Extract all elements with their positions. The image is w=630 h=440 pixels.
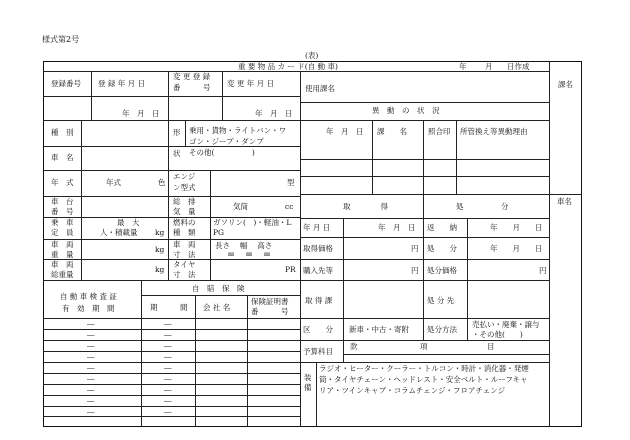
capacity-label-2: 定 員	[51, 228, 74, 237]
gross-label-2: 総重量	[51, 270, 74, 279]
header-month: 月	[485, 62, 493, 71]
insurance-dash: ―	[164, 374, 172, 383]
purchase-yen-unit: 円	[411, 266, 419, 275]
displacement-label-1: 総 排	[173, 197, 196, 206]
card-title: 重 要 物 品 カ ー ド(自 動 車)	[238, 62, 338, 71]
weight-label-1: 車 両	[51, 240, 74, 249]
kubun-options: 新車・中古・寄附	[349, 325, 409, 334]
dispose-title: 処 分	[456, 202, 509, 211]
acquire-section-label: 取 得 課	[305, 296, 333, 305]
inspection-dash: ―	[87, 341, 95, 350]
dispose-price-label: 処分価格	[427, 266, 457, 275]
displacement-cylinder-unit: 気筒	[233, 202, 248, 211]
insurance-dash: ―	[164, 363, 172, 372]
insurance-period-label: 期 間	[150, 303, 188, 312]
insurance-cert-label-1: 保険証明書	[251, 297, 289, 306]
inspection-dash: ―	[87, 330, 95, 339]
form-number: 様式第2号	[42, 35, 80, 44]
equip-label-1: 装	[304, 373, 312, 382]
displacement-cc-unit: cc	[285, 202, 294, 211]
fuel-options-2: PG	[213, 228, 225, 237]
budget-kan-label: 款	[350, 342, 358, 351]
model-label: 年 式	[51, 178, 74, 187]
tire-pr-unit: PR	[285, 265, 296, 274]
model-year-label: 年式	[106, 178, 121, 187]
reg-number-label: 登録番号	[51, 79, 81, 88]
weight-kg-unit: kg	[155, 245, 165, 254]
insurance-cert-label-2: 番 号	[251, 307, 289, 316]
dispose-price-yen-unit: 円	[539, 266, 547, 275]
engine-type-suffix: 型	[287, 178, 295, 187]
changes-reason-header: 所管換え等異動理由	[460, 127, 528, 136]
insurance-dash: ―	[164, 319, 172, 328]
dims-label-2: 寸 法	[173, 250, 196, 259]
equip-list-2: 筒・タイヤチェーン・ヘッドレスト・安全ベルト・ルーフキャ	[319, 375, 528, 384]
kind-label: 種 別	[51, 128, 74, 137]
inspection-dash: ―	[87, 363, 95, 372]
max-kg-unit: kg	[155, 228, 165, 237]
engine-label-1: エンジ	[173, 172, 196, 181]
changes-ymd-header: 年 月 日	[326, 127, 364, 136]
acquire-date-label: 年 月 日	[303, 223, 331, 232]
insurance-dash: ―	[164, 330, 172, 339]
header-year: 年	[459, 62, 467, 71]
insurance-dash: ―	[164, 341, 172, 350]
shape-options-3: その他( )	[189, 148, 255, 157]
insurance-dash: ―	[164, 352, 172, 361]
inspection-dash: ―	[87, 407, 95, 416]
inspection-dash: ―	[87, 319, 95, 328]
inspection-dash: ―	[87, 374, 95, 383]
dispose-to-label: 処 分 先	[427, 296, 455, 305]
fuel-label-1: 燃料の	[173, 218, 196, 227]
change-number-label-2: 番 号	[173, 83, 211, 92]
budget-label: 予算科目	[303, 347, 333, 356]
inspection-dash: ―	[87, 396, 95, 405]
gross-label-1: 車 両	[51, 260, 74, 269]
method-options-2: ・その他( )	[472, 330, 523, 339]
dispose-date-value: 年 月 日	[490, 244, 543, 253]
tire-label-1: タイヤ	[173, 260, 196, 269]
inspection-title-2: 有 効 期 間	[62, 304, 115, 313]
change-date-ymd: 年 月 日	[255, 109, 293, 118]
acquire-date-value: 年 月 日	[378, 223, 416, 232]
header-created: 日作成	[507, 62, 530, 71]
fuel-options-1: ガソリン( )・軽油・L	[213, 218, 292, 227]
side-vehicle-label: 車名	[557, 197, 572, 206]
max-label-1: 最 大	[117, 218, 140, 227]
shape-options-2: ゴン・ジープ・ダンプ	[189, 137, 264, 146]
weight-label-2: 重 量	[51, 250, 74, 259]
shape-options-1: 乗用・貨物・ライトバン・ワ	[189, 126, 287, 135]
insurance-title: 自 賠 保 険	[192, 284, 245, 293]
equip-list-3: リア・ツインキャブ・コラムチェンジ・フロアチェンジ	[319, 386, 506, 395]
changes-section-header: 課 名	[377, 127, 407, 136]
dims-labels: 長さ 幅 高さ	[215, 241, 273, 250]
insurance-dash: ―	[164, 407, 172, 416]
budget-kou-label: 項	[420, 342, 428, 351]
dims-label-1: 車 両	[173, 240, 196, 249]
tire-label-2: 寸 法	[173, 270, 196, 279]
method-options-1: 売払い・廃棄・譲与	[472, 320, 540, 329]
equip-label-2: 備	[304, 383, 312, 392]
price-yen-unit: 円	[411, 244, 419, 253]
shape-label-2: 状	[173, 149, 181, 158]
dims-units: ㎜ ㎜ ㎜	[228, 251, 271, 258]
gross-kg-unit: kg	[155, 265, 165, 274]
changes-title: 異 動 の 状 況	[372, 106, 440, 115]
changes-seal-header: 照合印	[428, 127, 451, 136]
side-section-label: 課名	[558, 80, 573, 89]
acquire-title: 取 得	[343, 202, 388, 211]
front-label: (表)	[305, 51, 319, 60]
insurance-dash: ―	[164, 385, 172, 394]
method-label: 処分方法	[427, 325, 457, 334]
purchase-label: 購入先等	[303, 266, 333, 275]
inspection-dash: ―	[87, 385, 95, 394]
max-label-2: 人・積載量	[100, 228, 138, 237]
price-label: 取得価格	[303, 244, 333, 253]
inspection-title-1: 自 動 車 検 査 証	[60, 292, 117, 301]
change-date-label: 変 更 年 月 日	[227, 79, 275, 88]
fuel-label-2: 種 類	[173, 228, 196, 237]
reg-date-label: 登 録 年 月 日	[98, 79, 146, 88]
insurance-company-label: 会 社 名	[203, 303, 231, 312]
capacity-label-1: 乗 車	[51, 218, 74, 227]
budget-moku-label: 目	[487, 342, 495, 351]
change-number-label-1: 変 更 登 録	[173, 72, 211, 81]
insurance-dash: ―	[164, 396, 172, 405]
return-label: 返 納	[427, 223, 457, 232]
equip-list-1: ラジオ・ヒーター・クーラー・トルコン・時計・消化器・発煙	[319, 364, 529, 373]
engine-label-2: ン型式	[173, 183, 196, 192]
user-name-label: 使用課名	[305, 84, 335, 93]
chassis-label-1: 車 台	[51, 197, 74, 206]
kubun-label: 区 分	[303, 325, 333, 334]
return-value: 年 月 日	[490, 223, 543, 232]
chassis-label-2: 番 号	[51, 207, 74, 216]
color-label: 色	[158, 178, 166, 187]
inspection-dash: ―	[87, 352, 95, 361]
shape-label-1: 形	[173, 128, 181, 137]
displacement-label-2: 気 量	[173, 207, 196, 216]
car-name-label: 車 名	[51, 153, 74, 162]
dispose-label: 処 分	[427, 244, 457, 253]
reg-date-ymd: 年 月 日	[122, 109, 160, 118]
